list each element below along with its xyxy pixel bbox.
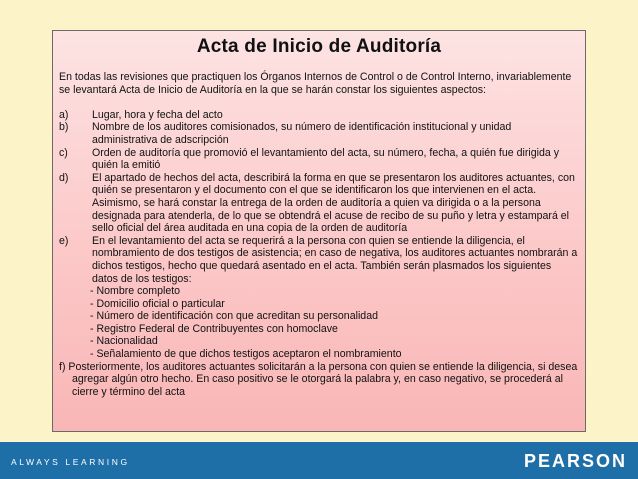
item-text: Nombre de los auditores comisionados, su número de identificación institucional y unidad administrativa de adscripción bbox=[92, 121, 512, 146]
item-label: b) bbox=[59, 121, 69, 134]
slide-body bbox=[59, 71, 579, 398]
item-text: Orden de auditoría que promovió el levantamiento del acta, su número, fecha, a quién fue dirigida y quién la emitió bbox=[92, 146, 559, 172]
witness-data-item: - Número de identificación con que acreditan su personalidad bbox=[90, 310, 378, 323]
witness-data-item: - Señalamiento de que dichos testigos aceptaron el nombramiento bbox=[90, 348, 402, 361]
footer-bar bbox=[0, 442, 638, 479]
item-label: c) bbox=[59, 146, 68, 159]
slide-title: Acta de Inicio de Auditoría bbox=[196, 36, 442, 57]
content-card bbox=[52, 30, 586, 432]
witness-data-item: - Domicilio oficial o particular bbox=[90, 297, 225, 310]
item-text: Lugar, hora y fecha del acto bbox=[92, 108, 223, 121]
item-label: e) bbox=[59, 234, 69, 247]
item-text: El apartado de hechos del acta, describirá la forma en que se presentaron los auditores actuantes, con quién se presentaron y el documento con el que se identificaron los que intervienen en el acta. Asimismo, se hará constar la entrega de la orden de auditoría a quien va dirigida o a la persona designada para atenderla, de lo que se obtendrá el acuse de recibo de su puño y letra y estampará el sello oficial del área auditada en una copia de la orden de auditoría bbox=[92, 171, 575, 235]
footer-tagline: ALWAYS LEARNING bbox=[11, 457, 130, 467]
intro-paragraph: En todas las revisiones que practiquen los Órganos Internos de Control o de Control Interno, invariablemente se levantará Acta de Inicio de Auditoría en la que se harán constar los siguientes aspectos: bbox=[59, 71, 572, 96]
witness-data-list bbox=[59, 285, 579, 361]
list-item-f: f) Posteriormente, los auditores actuantes solicitarán a la persona con quien se entiende la diligencia, si desea agregar algún otro hecho. En caso positivo se le otorgará la palabra y, en caso negativo, se procederá al cierre y término del acta bbox=[59, 360, 578, 398]
list-item-c bbox=[59, 147, 579, 172]
item-label: a) bbox=[59, 108, 69, 121]
item-label: d) bbox=[59, 171, 69, 184]
spacer bbox=[59, 96, 579, 109]
list-item-a bbox=[59, 109, 579, 122]
item-text: En el levantamiento del acta se requerirá a la persona con quien se entiende la diligencia, el nombramiento de dos testigos de asistencia; en caso de negativa, los auditores actuantes nombrarán a dichos testigos, hecho que quedará asentado en el acta. También serán plasmados los siguientes datos de los testigos: bbox=[92, 234, 578, 285]
witness-data-item: - Nombre completo bbox=[90, 285, 181, 298]
pearson-logo: PEARSON bbox=[523, 451, 627, 471]
witness-data-item: - Nacionalidad bbox=[90, 335, 158, 348]
list-item-b bbox=[59, 121, 579, 146]
witness-data-item: - Registro Federal de Contribuyentes con homoclave bbox=[90, 322, 338, 335]
list-item-d bbox=[59, 172, 579, 235]
list-item-e bbox=[59, 235, 579, 285]
